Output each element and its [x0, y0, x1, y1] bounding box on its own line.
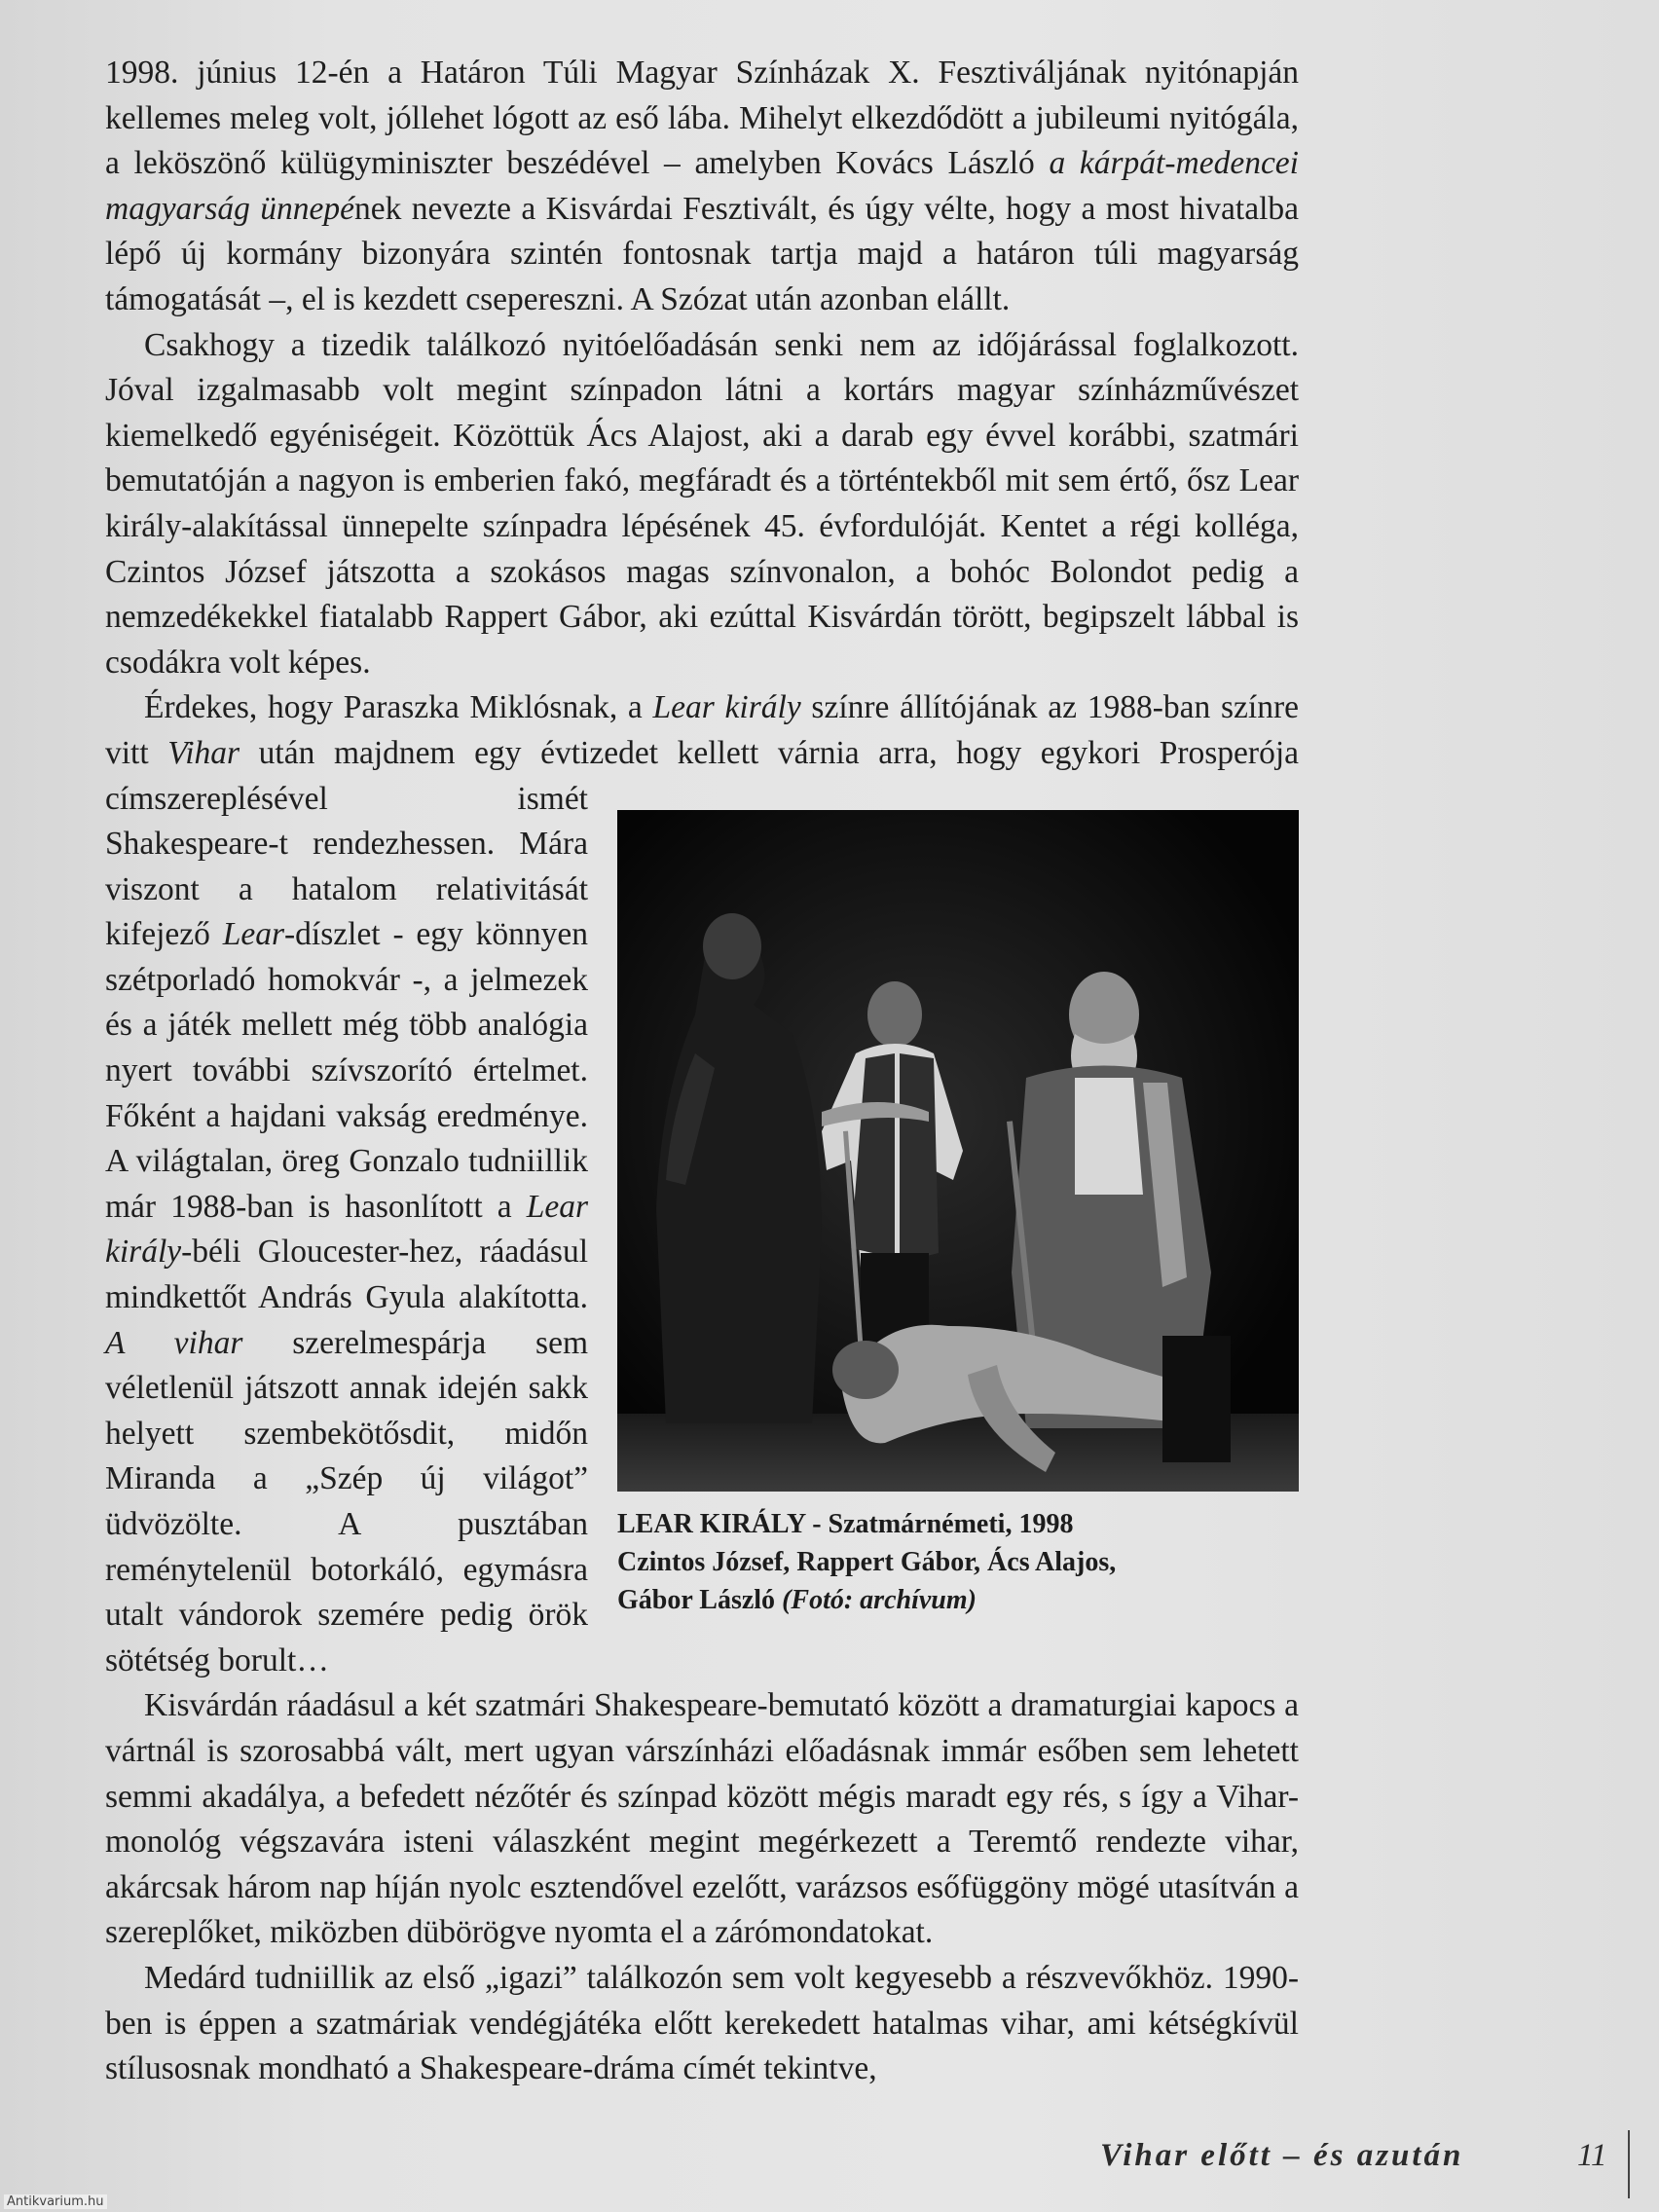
- caption-line-3: Gábor László: [617, 1584, 783, 1615]
- body-text: [105, 51, 1299, 2092]
- paragraph-5-run: Medárd tudniillik az első „igazi” találkozón sem volt kegyesebb a részvevőkhöz. 1990-ben is éppen a szatmáriak vendégjátéka előtt kerekedett hatalmas vihar, ami kétségkívül stílusosnak mondható a Shakespeare-dráma címét tekintve,: [105, 1959, 1299, 2087]
- page-number: 11: [1577, 2138, 1607, 2173]
- paragraph-1-run: a kárpát-medencei magyarság ünnepé: [105, 145, 1299, 227]
- paragraph-3-lead-run: Érdekes, hogy Paraszka Miklósnak, a: [144, 689, 653, 726]
- paragraph-1-run: 1998. június 12-én a Határon Túli Magyar Színházak X. Fesztiváljának nyitónapján kellemes meleg volt, jóllehet lógott az eső lába. Mihelyt elkezdődött a jubileumi nyitógála, a leköszönő külügyminiszter beszédével – amelyben Kovács László: [105, 55, 1299, 182]
- paragraph-3-lead: [105, 689, 1299, 771]
- paragraph-2-run: Csakhogy a tizedik találkozó nyitóelőadásán senki nem az időjárással foglalkozott. Jóval izgalmasabb volt megint színpadon látni a kortárs magyar színházművészet kiemelkedő egyéniségeit. Közöttük Ács Alajost, aki a darab egy évvel korábbi, szatmári bemutatóján a nagyon is emberien fakó, megfáradt és a történtekből mit sem értő, ősz Lear király-alakítással ünnepelte színpadra lépésének 45. évfordulóját. Kentet a régi kolléga, Czintos József játszotta a szokásos magas színvonalon, a bohóc Bolondot pedig a nemzedékekkel fiatalabb Rappert Gábor, aki ezúttal Kisvárdán törött, begipszelt lábbal is csodákra volt képes.: [105, 326, 1299, 681]
- paragraph-3-rest-run: szerelmespárja sem véletlenül játszott annak idején sakk helyett szembekötősdit, midőn Miranda a „Szép új világot” üdvözölte. A pusztában reménytelenül botorkáló, egymásra utalt vándorok szemére pedig örök sötétség borult…: [105, 1324, 588, 1678]
- paragraph-3-lead-run: után majdnem egy évtizedet kellett várnia arra, hogy egykori: [240, 734, 1160, 771]
- paragraph-3-rest-run: -díszlet - egy könnyen szétporladó homokvár -, a jelmezek és a játék mellett még több analógia nyert további szívszorító értelmet. Főként a hajdani vakság eredménye. A világtalan, öreg Gonzalo tudniillik már 1988-ban is hasonlított a: [105, 916, 588, 1225]
- paragraph-5: [105, 1956, 1299, 2092]
- stage-photo-image: [617, 810, 1299, 1492]
- paragraph-3-rest-run: Lear: [222, 916, 285, 953]
- caption-photo-credit: (Fotó: archívum): [782, 1584, 977, 1615]
- paragraph-4-run: Kisvárdán ráadásul a két szatmári Shakespeare-bemutató között a dramaturgiai kapocs a vártnál is szorosabbá vált, mert ugyan várszínházi előadásnak immár esőben sem lehetett semmi akadálya, a befedett nézőtér és színpad között mégis maradt egy rés, s így a Vihar-monológ végszavára isteni válaszként megint megérkezett a Teremtő rendezte vihar, akárcsak három nap híján nyolc esztendővel ezelőtt, varázsos esőfüggöny mögé utasítván a szereplőket, miközben dübörögve nyomta el a zárómondatokat.: [105, 1687, 1299, 1951]
- paragraph-3-rest-run: -béli Gloucester-hez, ráadásul mindkettőt András Gyula alakította.: [105, 1234, 588, 1316]
- paragraph-2: [105, 323, 1299, 686]
- photo-caption: [617, 1505, 1299, 1619]
- paragraph-3-rest-run: A vihar: [105, 1324, 243, 1361]
- stage-photo: [617, 810, 1299, 1492]
- paragraph-3-lead-run: Lear király: [652, 689, 801, 726]
- paragraph-1: [105, 51, 1299, 323]
- caption-line-1: LEAR KIRÁLY - Szatmárnémeti, 1998: [617, 1508, 1074, 1539]
- paragraph-1-run: nek nevezte a Kisvárdai Fesztivált, és úgy vélte, hogy a most hivatalba lépő új kormány bizonyára szintén fontosnak tartja majd a határon túli magyarság támogatását –, el is kezdett csepereszni. A Szózat után azonban elállt.: [105, 190, 1300, 317]
- paragraph-3: [105, 685, 1299, 1683]
- paragraph-4: [105, 1683, 1299, 1956]
- caption-line-2: Czintos József, Rappert Gábor, Ács Alajos,: [617, 1546, 1117, 1577]
- footer-rule: [1628, 2130, 1630, 2198]
- watermark: Antikvarium.hu: [4, 2194, 107, 2209]
- photo-figure: [617, 810, 1299, 1619]
- paragraph-3-rest-run: Lear király: [105, 1188, 588, 1271]
- paragraph-3-lead-run: színre állítójának az 1988-ban színre vitt: [105, 689, 1299, 771]
- paragraph-3-rest-run: Prosperója címszereplésével ismét Shakespeare-t rendezhessen. Mára viszont a hatalom relativitását kifejező: [105, 734, 1299, 953]
- running-title: Vihar előtt – és azután: [1100, 2138, 1464, 2173]
- paragraph-3-lead-run: Vihar: [167, 734, 240, 771]
